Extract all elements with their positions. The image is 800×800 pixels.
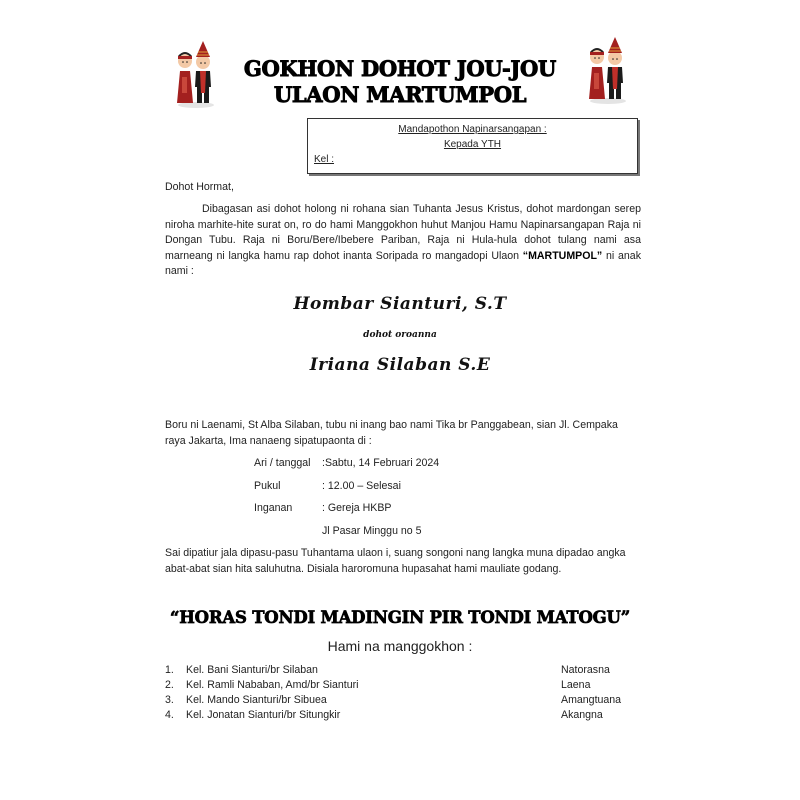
host-name: Kel. Bani Sianturi/br Silaban (186, 664, 318, 676)
couple-illustration-right (584, 33, 632, 105)
host-number: 3. (165, 694, 174, 706)
hosts-heading: Hami na manggokhon : (327, 638, 473, 654)
bride-name: Iriana Silaban S.E (309, 355, 491, 375)
host-role: Laena (561, 679, 591, 691)
detail-label: Pukul (254, 480, 281, 492)
detail-value: :Sabtu, 14 Februari 2024 (322, 457, 440, 469)
host-number: 1. (165, 664, 174, 676)
address-kel-label: Kel : (314, 154, 335, 165)
detail-label: Inganan (254, 502, 293, 514)
couple-separator: dohot oroanna (363, 330, 437, 340)
host-list-item (165, 694, 641, 709)
host-list-item (165, 709, 641, 724)
host-role: Amangtuana (561, 694, 622, 706)
detail-value: Jl Pasar Minggu no 5 (322, 525, 422, 537)
title-line-2: ULAON MARTUMPOL (273, 82, 527, 107)
greeting: Dohot Hormat, (165, 181, 234, 193)
detail-value: : 12.00 – Selesai (322, 480, 401, 492)
host-role: Natorasna (561, 664, 610, 676)
host-name: Kel. Mando Sianturi/br Sibuea (186, 694, 327, 706)
opening-paragraph-tail: ni anak nami : (165, 249, 641, 277)
address-heading: Mandapothon Napinarsangapan : (398, 124, 547, 135)
host-name: Kel. Ramli Nababan, Amd/br Sianturi (186, 679, 359, 691)
host-list-item (165, 679, 641, 694)
address-to: Kepada YTH (443, 139, 502, 150)
host-role: Akangna (561, 709, 603, 721)
host-number: 2. (165, 679, 174, 691)
opening-paragraph-text: Dibagasan asi dohot holong ni rohana sian Tuhanta Jesus Kristus, dohot mardongan serep niroha marhite-hite surat on, ro do hami Manggokhon huhut Manjou Hamu Napinarsangapan Raja ni Dongan Tubu. Raja ni Boru/Bere/Ibebere Pariban, Raja ni Hula-hula dohot tulang nami asa marneang ni langka hamu rap dohot inanta Soripada ro mangadopi Ulaon (165, 203, 641, 262)
recipient-address-box (307, 118, 638, 174)
slogan: “HORAS TONDI MADINGIN PIR TONDI MATOGU” (169, 608, 631, 627)
detail-value: : Gereja HKBP (322, 502, 392, 514)
host-name: Kel. Jonatan Sianturi/br Situngkir (186, 709, 341, 721)
bride-family-paragraph: Boru ni Laenami, St Alba Silaban, tubu ni inang bao nami Tika br Panggabean, sian Jl. Cempaka raya Jakarta, Ima nanaeng sipatupaonta di : (165, 419, 618, 447)
invitation-title (200, 56, 600, 108)
detail-label: Ari / tanggal (254, 457, 311, 469)
host-list-item (165, 664, 641, 679)
opening-paragraph (165, 202, 641, 280)
host-number: 4. (165, 709, 174, 721)
closing-paragraph: Sai dipatiur jala dipasu-pasu Tuhantama ulaon i, suang songoni nang langka muna dipadao angka abat-abat sian hita saluhutna. Disiala haroromuna hupasahat hami mauliate godang. (165, 547, 626, 575)
groom-name: Hombar Sianturi, S.T (293, 294, 507, 314)
event-name-bold: “MARTUMPOL” (522, 249, 603, 262)
title-line-1: GOKHON DOHOT JOU-JOU (243, 56, 557, 81)
